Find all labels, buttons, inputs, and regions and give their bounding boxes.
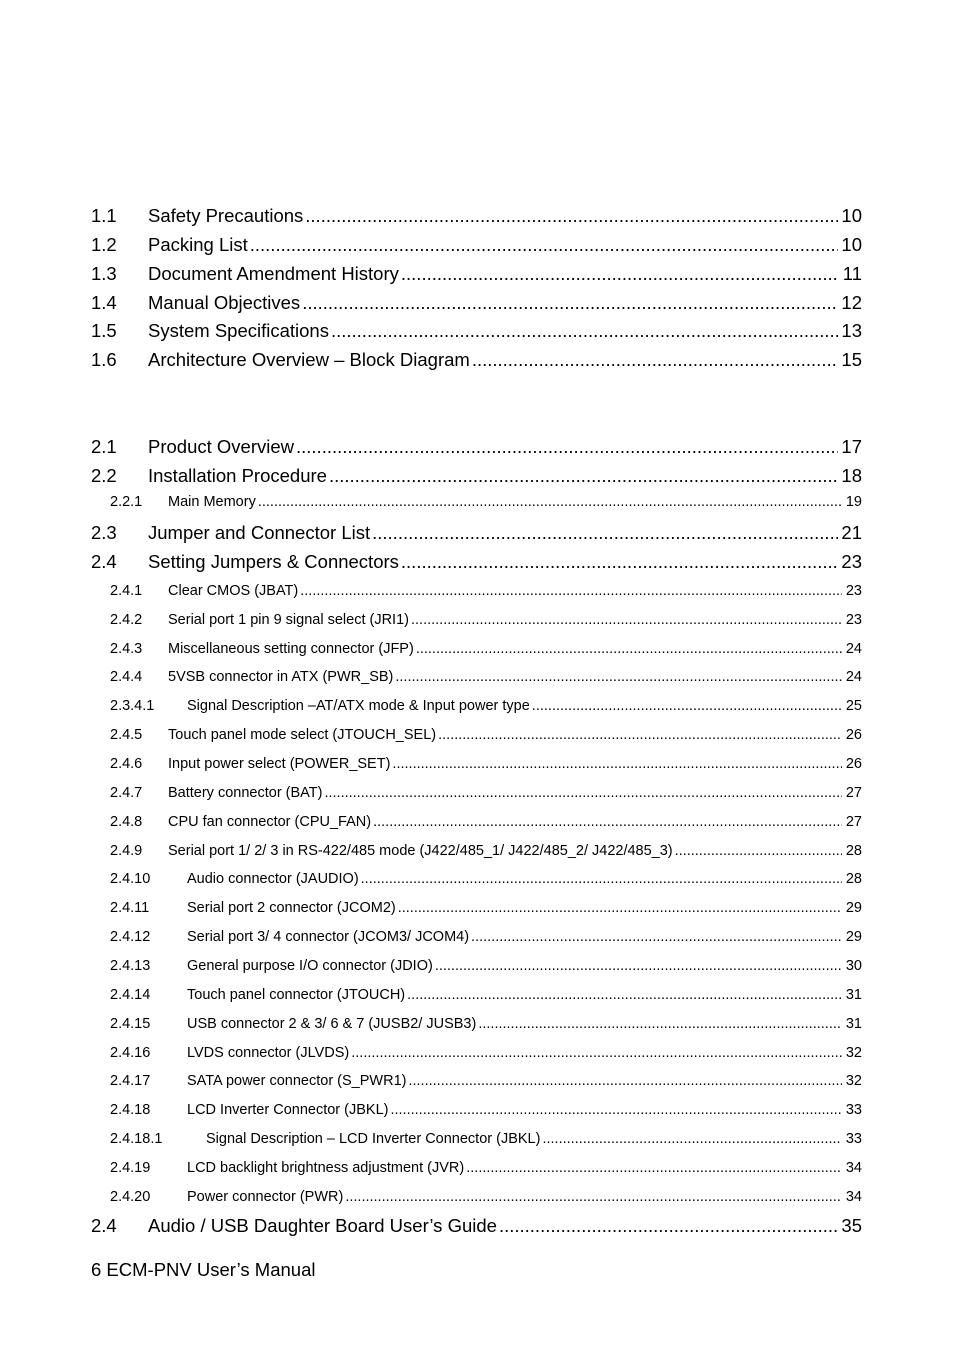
toc-entry-page: 25 <box>845 698 862 714</box>
toc-entry-page: 23 <box>841 551 862 572</box>
toc-entry[interactable] <box>110 494 862 516</box>
toc-entry-title: Manual Objectives <box>148 292 301 313</box>
toc-entry-page: 10 <box>841 234 862 255</box>
toc-entry-number: 2.4.19 <box>110 1160 151 1176</box>
toc-entry[interactable] <box>110 669 862 691</box>
toc-entry-page: 23 <box>845 612 862 628</box>
toc-dot-leader <box>351 1045 842 1061</box>
toc-entry-title: LCD Inverter Connector (JBKL) <box>187 1102 389 1118</box>
toc-entry-title: 5VSB connector in ATX (PWR_SB) <box>168 669 394 685</box>
toc-entry-page: 27 <box>845 814 862 830</box>
toc-dot-leader <box>478 1016 842 1032</box>
toc-entry[interactable] <box>110 785 862 807</box>
toc-dot-leader <box>395 669 842 685</box>
toc-entry-page: 28 <box>845 871 862 887</box>
toc-entry-number: 2.4.2 <box>110 612 143 628</box>
toc-dot-leader <box>331 320 838 342</box>
toc-entry[interactable] <box>110 1073 862 1095</box>
toc-entry-title: General purpose I/O connector (JDIO) <box>187 958 433 974</box>
toc-entry-title: Battery connector (BAT) <box>168 785 323 801</box>
toc-entry-title: Product Overview <box>148 436 294 457</box>
toc-entry-page: 27 <box>845 785 862 801</box>
toc-entry-page: 30 <box>845 958 862 974</box>
toc-dot-leader <box>296 436 838 458</box>
page-footer: 6 ECM-PNV User’s Manual <box>91 1259 316 1280</box>
toc-dot-leader <box>258 494 842 510</box>
toc-entry-number: 1.3 <box>91 263 117 284</box>
toc-entry-number: 2.4.9 <box>110 843 143 859</box>
toc-dot-leader <box>407 987 842 1003</box>
toc-dot-leader <box>499 1215 838 1237</box>
toc-dot-leader <box>472 349 838 371</box>
toc-dot-leader <box>401 551 838 573</box>
toc-entry-page: 10 <box>841 205 862 226</box>
toc-entry-page: 35 <box>841 1215 862 1236</box>
toc-entry-page: 19 <box>845 494 862 510</box>
toc-entry-number: 2.2 <box>91 465 117 486</box>
toc-entry-number: 1.4 <box>91 292 117 313</box>
toc-entry[interactable] <box>91 205 862 231</box>
toc-dot-leader <box>398 900 842 916</box>
toc-entry-page: 32 <box>845 1073 862 1089</box>
toc-entry[interactable] <box>110 612 862 634</box>
toc-entry-number: 2.4.18.1 <box>110 1131 163 1147</box>
toc-dot-leader <box>471 929 842 945</box>
toc-entry-number: 1.1 <box>91 205 117 226</box>
toc-entry-page: 11 <box>842 263 862 284</box>
toc-entry-title: Packing List <box>148 234 248 255</box>
toc-entry-page: 33 <box>845 1102 862 1118</box>
toc-entry[interactable] <box>110 1160 862 1182</box>
toc-entry-page: 33 <box>845 1131 862 1147</box>
toc-entry-title: Clear CMOS (JBAT) <box>168 583 299 599</box>
toc-entry[interactable] <box>110 698 862 720</box>
toc-entry[interactable] <box>110 1189 862 1211</box>
toc-entry[interactable] <box>110 843 862 865</box>
toc-entry-number: 2.3.4.1 <box>110 698 155 714</box>
toc-entry-number: 2.4.5 <box>110 727 143 743</box>
toc-entry-number: 2.4.20 <box>110 1189 151 1205</box>
toc-entry-number: 2.4.4 <box>110 669 143 685</box>
toc-entry-title: Serial port 1/ 2/ 3 in RS-422/485 mode (J422/485_1/ J422/485_2/ J422/485_3) <box>168 843 673 859</box>
toc-entry-title: Main Memory <box>168 494 256 510</box>
toc-entry-title: USB connector 2 & 3/ 6 & 7 (JUSB2/ JUSB3) <box>187 1016 477 1032</box>
toc-entry-page: 29 <box>845 929 862 945</box>
toc-entry-page: 34 <box>845 1189 862 1205</box>
toc-entry-title: Serial port 1 pin 9 signal select (JRI1) <box>168 612 409 628</box>
toc-entry-number: 2.4.11 <box>110 900 150 916</box>
toc-entry-page: 12 <box>841 292 862 313</box>
toc-entry-number: 2.4 <box>91 1215 117 1236</box>
toc-entry-page: 24 <box>845 669 862 685</box>
toc-entry[interactable] <box>91 465 862 491</box>
toc-dot-leader <box>392 756 842 772</box>
toc-entry-page: 34 <box>845 1160 862 1176</box>
toc-entry-title: Serial port 3/ 4 connector (JCOM3/ JCOM4) <box>187 929 470 945</box>
toc-entry[interactable] <box>110 929 862 951</box>
toc-dot-leader <box>408 1073 842 1089</box>
toc-entry-page: 13 <box>841 320 862 341</box>
toc-entry-page: 28 <box>845 843 862 859</box>
toc-entry-number: 1.2 <box>91 234 117 255</box>
toc-entry[interactable] <box>91 292 862 318</box>
toc-entry-number: 2.4 <box>91 551 117 572</box>
toc-entry-number: 2.2.1 <box>110 494 143 510</box>
toc-entry-number: 2.4.6 <box>110 756 143 772</box>
toc-entry-page: 31 <box>845 987 862 1003</box>
toc-dot-leader <box>416 641 842 657</box>
toc-entry-title: Miscellaneous setting connector (JFP) <box>168 641 414 657</box>
toc-entry[interactable] <box>110 987 862 1009</box>
toc-entry[interactable] <box>110 814 862 836</box>
toc-entry-number: 2.4.3 <box>110 641 143 657</box>
toc-dot-leader <box>438 727 842 743</box>
toc-dot-leader <box>329 465 838 487</box>
toc-entry-title: Setting Jumpers & Connectors <box>148 551 399 572</box>
toc-entry-number: 1.6 <box>91 349 117 370</box>
toc-entry-number: 2.4.13 <box>110 958 151 974</box>
toc-entry-title: Power connector (PWR) <box>187 1189 344 1205</box>
toc-dot-leader <box>250 234 838 256</box>
toc-entry-title: SATA power connector (S_PWR1) <box>187 1073 407 1089</box>
toc-entry-title: Touch panel mode select (JTOUCH_SEL) <box>168 727 437 743</box>
toc-entry-title: Input power select (POWER_SET) <box>168 756 391 772</box>
toc-entry-number: 2.1 <box>91 436 117 457</box>
toc-dot-leader <box>390 1102 842 1118</box>
toc-entry[interactable] <box>110 1016 862 1038</box>
toc-entry-title: Serial port 2 connector (JCOM2) <box>187 900 396 916</box>
toc-dot-leader <box>345 1189 842 1205</box>
toc-dot-leader <box>302 292 838 314</box>
toc-entry-number: 2.4.12 <box>110 929 151 945</box>
toc-entry-title: Audio connector (JAUDIO) <box>187 871 359 887</box>
toc-entry-title: Signal Description – LCD Inverter Connector (JBKL) <box>206 1131 541 1147</box>
toc-entry-page: 24 <box>845 641 862 657</box>
toc-dot-leader <box>411 612 842 628</box>
toc-entry-number: 1.5 <box>91 320 117 341</box>
toc-entry[interactable] <box>110 900 862 922</box>
toc-entry-title: Document Amendment History <box>148 263 399 284</box>
toc-entry[interactable] <box>110 583 862 605</box>
toc-dot-leader <box>305 205 838 227</box>
toc-entry[interactable] <box>91 1215 862 1241</box>
toc-entry-page: 26 <box>845 756 862 772</box>
toc-entry[interactable] <box>110 756 862 778</box>
toc-entry-page: 29 <box>845 900 862 916</box>
toc-entry-title: Signal Description –AT/ATX mode & Input power type <box>187 698 530 714</box>
toc-entry-page: 23 <box>845 583 862 599</box>
toc-entry-page: 26 <box>845 727 862 743</box>
toc-entry-number: 2.4.17 <box>110 1073 151 1089</box>
toc-entry[interactable] <box>91 234 862 260</box>
toc-entry-number: 2.4.1 <box>110 583 143 599</box>
toc-dot-leader <box>373 814 842 830</box>
toc-entry-title: CPU fan connector (CPU_FAN) <box>168 814 372 830</box>
toc-entry-number: 2.4.18 <box>110 1102 151 1118</box>
toc-entry-title: Architecture Overview – Block Diagram <box>148 349 470 370</box>
toc-entry[interactable] <box>91 263 862 289</box>
toc-entry[interactable] <box>110 1045 862 1067</box>
toc-dot-leader <box>542 1131 842 1147</box>
toc-dot-leader <box>532 698 842 714</box>
toc-entry-title: LCD backlight brightness adjustment (JVR) <box>187 1160 465 1176</box>
toc-entry[interactable] <box>91 349 862 375</box>
toc-entry-title: System Specifications <box>148 320 329 341</box>
toc-entry-page: 21 <box>841 522 862 543</box>
toc-entry-number: 2.4.15 <box>110 1016 151 1032</box>
toc-entry[interactable] <box>110 1102 862 1124</box>
toc-entry[interactable] <box>110 958 862 980</box>
toc-entry[interactable] <box>91 436 862 462</box>
toc-entry-page: 15 <box>841 349 862 370</box>
toc-entry-number: 2.4.7 <box>110 785 143 801</box>
toc-entry-title: Safety Precautions <box>148 205 304 226</box>
toc-entry[interactable] <box>110 727 862 749</box>
toc-entry-number: 2.4.14 <box>110 987 151 1003</box>
toc-entry[interactable] <box>91 551 862 577</box>
toc-dot-leader <box>361 871 842 887</box>
toc-entry-number: 2.4.10 <box>110 871 151 887</box>
toc-entry[interactable] <box>110 641 862 663</box>
toc-dot-leader <box>401 263 838 285</box>
toc-entry-number: 2.4.8 <box>110 814 143 830</box>
toc-entry-page: 32 <box>845 1045 862 1061</box>
toc-entry-title: Installation Procedure <box>148 465 327 486</box>
toc-entry-title: Jumper and Connector List <box>148 522 371 543</box>
toc-entry-page: 17 <box>841 436 862 457</box>
toc-entry-page: 31 <box>845 1016 862 1032</box>
toc-dot-leader <box>324 785 842 801</box>
toc-entry-number: 2.3 <box>91 522 117 543</box>
toc-dot-leader <box>372 522 838 544</box>
toc-dot-leader <box>466 1160 842 1176</box>
toc-entry[interactable] <box>110 1131 862 1153</box>
toc-dot-leader <box>675 843 842 859</box>
toc-entry-title: Touch panel connector (JTOUCH) <box>187 987 406 1003</box>
toc-dot-leader <box>300 583 842 599</box>
toc-entry[interactable] <box>91 320 862 346</box>
toc-entry[interactable] <box>110 871 862 893</box>
toc-entry-page: 18 <box>841 465 862 486</box>
toc-dot-leader <box>435 958 842 974</box>
toc-entry-number: 2.4.16 <box>110 1045 151 1061</box>
toc-entry-title: LVDS connector (JLVDS) <box>187 1045 350 1061</box>
toc-entry[interactable] <box>91 522 862 548</box>
toc-entry-title: Audio / USB Daughter Board User’s Guide <box>148 1215 497 1236</box>
